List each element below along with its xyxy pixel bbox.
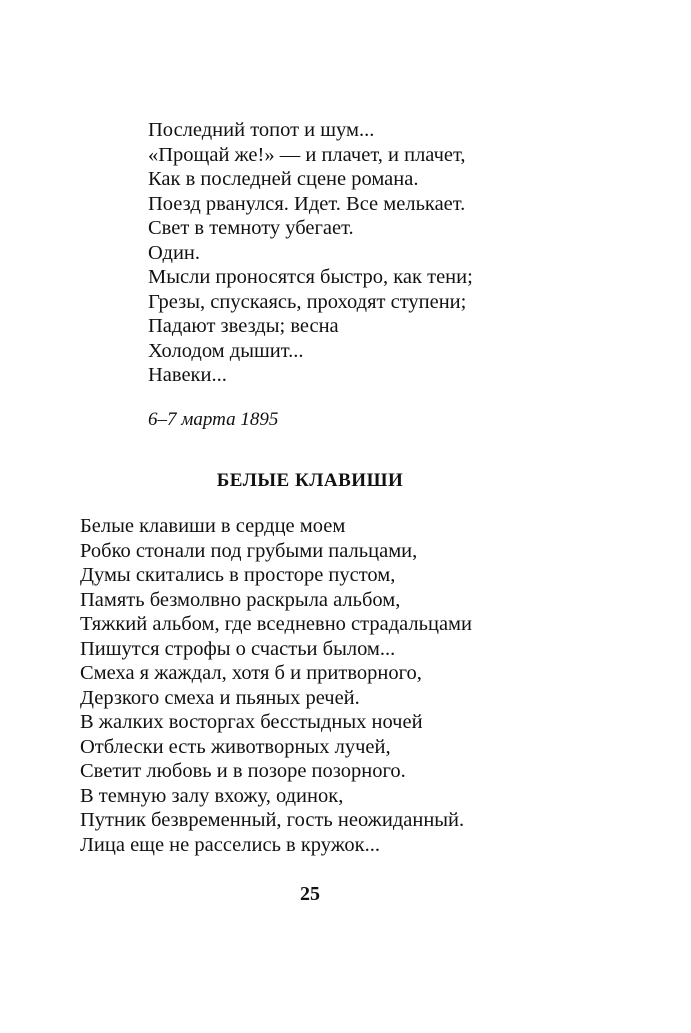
poem-line: Путник безвременный, гость неожиданный.: [80, 809, 465, 831]
poem-line: Последний топот и шум...: [148, 119, 375, 141]
poem-line: В темную залу вхожу, одинок,: [80, 784, 344, 807]
poem-line: Грезы, спускаясь, проходят ступени;: [148, 290, 467, 313]
poem-ending-stanza: [148, 118, 473, 388]
poem-line: Падают звезды; весна: [148, 315, 339, 337]
poem-title: БЕЛЫЕ КЛАВИШИ: [216, 470, 404, 491]
poem-line: Один.: [148, 241, 201, 264]
poem-line: Как в последней сцене романа.: [148, 168, 419, 190]
poem-line: Светит любовь и в позоре позорного.: [80, 760, 406, 782]
poem-line: Белые клавиши в сердце моем: [80, 515, 346, 537]
poem-line: Поезд рванулся. Идет. Все мелькает.: [148, 192, 466, 215]
page-number: 25: [300, 883, 320, 905]
poem-line: Думы скитались в просторе пустом,: [80, 564, 396, 586]
poem-stanza: [80, 514, 472, 857]
poem-line: Холодом дышит...: [148, 339, 304, 362]
poem-line: Отблески есть животворных лучей,: [80, 735, 391, 758]
poem-line: Робко стонали под грубыми пальцами,: [80, 539, 418, 562]
poem-line: Лица еще не расселись в кружок...: [80, 833, 381, 856]
poem-line: Навеки...: [148, 364, 227, 386]
poem-line: Свет в темноту убегает.: [148, 217, 354, 239]
poem-line: Дерзкого смеха и пьяных речей.: [80, 686, 360, 709]
poem-line: Смеха я жаждал, хотя б и притворного,: [80, 662, 422, 684]
poem-line: Пишутся строфы о счастьи былом...: [80, 637, 396, 660]
poem-line: В жалких восторгах бесстыдных ночей: [80, 711, 423, 733]
poem-line: Тяжкий альбом, где вседневно страдальцами: [80, 613, 472, 635]
poem-line: Мысли проносятся быстро, как тени;: [148, 266, 473, 288]
poem-line: «Прощай же!» — и плачет, и плачет,: [148, 143, 466, 166]
poem-line: Память безмолвно раскрыла альбом,: [80, 588, 401, 611]
poem-date: 6–7 марта 1895: [148, 409, 279, 430]
